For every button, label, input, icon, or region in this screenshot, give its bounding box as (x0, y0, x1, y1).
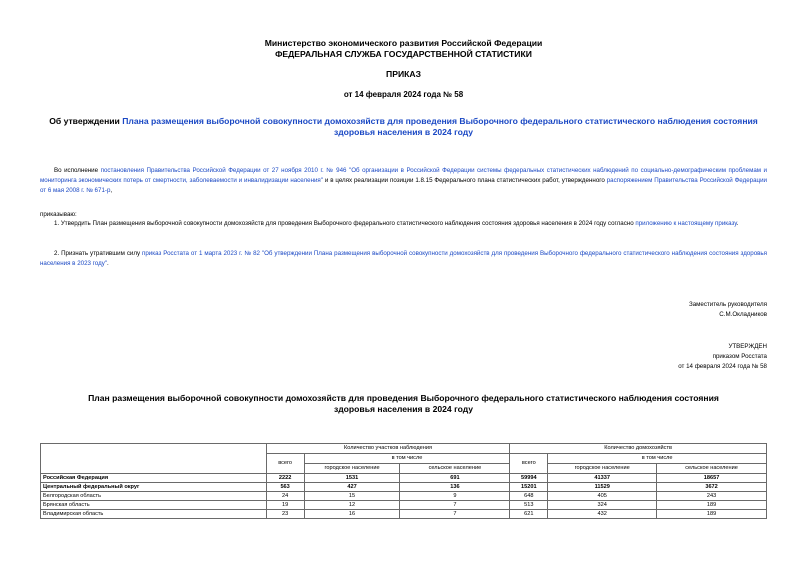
signature-position: Заместитель руководителя (688, 301, 767, 308)
row-sites-rural: 7 (400, 501, 510, 510)
signature-name: С.М.Окладников (719, 311, 767, 318)
approval-date: от 14 февраля 2024 года № 58 (678, 363, 767, 370)
row-households-rural: 189 (657, 501, 767, 510)
preamble-text-3: , (110, 186, 113, 194)
paragraph-order: приказываю: (40, 211, 77, 218)
header-sites-incl: в том числе (304, 454, 510, 464)
header-households-urban: городское население (548, 464, 657, 474)
row-households-rural: 243 (657, 492, 767, 501)
row-households-urban: 405 (548, 492, 657, 501)
row-households-urban: 324 (548, 501, 657, 510)
paragraph-item-1 (40, 219, 767, 229)
row-households-total: 59994 (510, 474, 548, 483)
row-sites-rural: 9 (400, 492, 510, 501)
row-sites-urban: 16 (304, 510, 400, 519)
row-sites-rural: 691 (400, 474, 510, 483)
row-sites-rural: 136 (400, 483, 510, 492)
document-title (40, 116, 767, 138)
table-body (41, 474, 767, 519)
preamble-text-1: Во исполнение (54, 167, 101, 174)
row-region: Владимирская область (41, 510, 267, 519)
row-households-urban: 41337 (548, 474, 657, 483)
row-sites-urban: 12 (304, 501, 400, 510)
allocation-table (40, 443, 767, 519)
link-prikaz-82[interactable]: приказ Росстата от 1 марта 2023 г. № 82 "Об утверждении Плана размещения выборочной совокупности домохозяйств для проведения Выборочного федерального статистического наблюдения состояния здоровья населения в 2023 году" (40, 250, 767, 267)
paragraph-preamble (40, 166, 767, 195)
row-region: Брянская область (41, 501, 267, 510)
item-2-text: 2. Признать утратившим силу (54, 250, 143, 257)
row-households-total: 513 (510, 501, 548, 510)
document-date-number: от 14 февраля 2024 года № 58 (343, 90, 464, 99)
row-sites-urban: 15 (304, 492, 400, 501)
header-households-incl: в том числе (548, 454, 767, 464)
row-households-total: 648 (510, 492, 548, 501)
row-region: Российская Федерация (41, 474, 267, 483)
header-households: Количество домохозяйств (510, 444, 767, 454)
row-sites-rural: 7 (400, 510, 510, 519)
approval-stamp: УТВЕРЖДЕН (728, 343, 767, 350)
title-link[interactable]: Плана размещения выборочной совокупности домохозяйств для проведения Выборочного федерального статистического наблюдения состояния здоровья населения в 2024 году (122, 116, 758, 137)
header-households-rural: сельское население (657, 464, 767, 474)
title-prefix: Об утверждении (49, 116, 123, 126)
row-households-urban: 11529 (548, 483, 657, 492)
row-sites-total: 19 (266, 501, 304, 510)
header-sites-rural: сельское население (400, 464, 510, 474)
link-appendix[interactable]: приложению к настоящему приказу (635, 220, 737, 227)
row-sites-total: 563 (266, 483, 304, 492)
row-households-total: 15201 (510, 483, 548, 492)
header-region-cell (41, 444, 267, 474)
preamble-text-2: и в целях реализации позиции 1.8.15 Федерального плана статистических работ, утвержденного (323, 176, 607, 184)
row-households-rural: 18657 (657, 474, 767, 483)
document-type: ПРИКАЗ (386, 69, 421, 79)
service-name: ФЕДЕРАЛЬНАЯ СЛУЖБА ГОСУДАРСТВЕННОЙ СТАТИСТИКИ (275, 49, 532, 59)
link-postanovlenie-946[interactable]: постановления Правительства Российской Федерации от 27 ноября 2010 г. № 946 "Об организации в Российской Федерации системы федеральных статистических наблюдений по социально-демографическим проблемам и мониторинга экономических потерь от смертности, заболеваемости и инвалидизации населения" (40, 167, 767, 184)
paragraph-item-2 (40, 249, 767, 269)
row-sites-urban: 1531 (304, 474, 400, 483)
header-households-total: всего (510, 454, 548, 474)
row-region: Центральный федеральный округ (41, 483, 267, 492)
plan-title: План размещения выборочной совокупности домохозяйств для проведения Выборочного федерального статистического наблюдения состояния здоровья населения в 2024 году (88, 393, 719, 414)
header-sites-urban: городское население (304, 464, 400, 474)
row-sites-total: 23 (266, 510, 304, 519)
table-row (41, 474, 767, 483)
item-2-end: . (107, 259, 109, 267)
table-row (41, 492, 767, 501)
table-row (41, 510, 767, 519)
approval-order: приказом Росстата (712, 353, 767, 360)
header-sites-total: всего (266, 454, 304, 474)
row-households-total: 621 (510, 510, 548, 519)
row-sites-urban: 427 (304, 483, 400, 492)
row-households-urban: 432 (548, 510, 657, 519)
ministry-name: Министерство экономического развития Российской Федерации (264, 38, 543, 48)
row-households-rural: 189 (657, 510, 767, 519)
item-1-end: . (736, 220, 739, 227)
table-row (41, 483, 767, 492)
item-1-text: 1. Утвердить План размещения выборочной совокупности домохозяйств для проведения Выборочного федерального статистического наблюдения состояния здоровья населения в 2024 году согласно (54, 220, 636, 227)
row-sites-total: 24 (266, 492, 304, 501)
row-households-rural: 3672 (657, 483, 767, 492)
header-sites: Количество участков наблюдения (266, 444, 510, 454)
table-row (41, 501, 767, 510)
link-rasporyazhenie-671r[interactable]: распоряжением Правительства Российской Федерации от 6 мая 2008 г. № 671-р (40, 176, 768, 194)
row-sites-total: 2222 (266, 474, 304, 483)
row-region: Белгородская область (41, 492, 267, 501)
